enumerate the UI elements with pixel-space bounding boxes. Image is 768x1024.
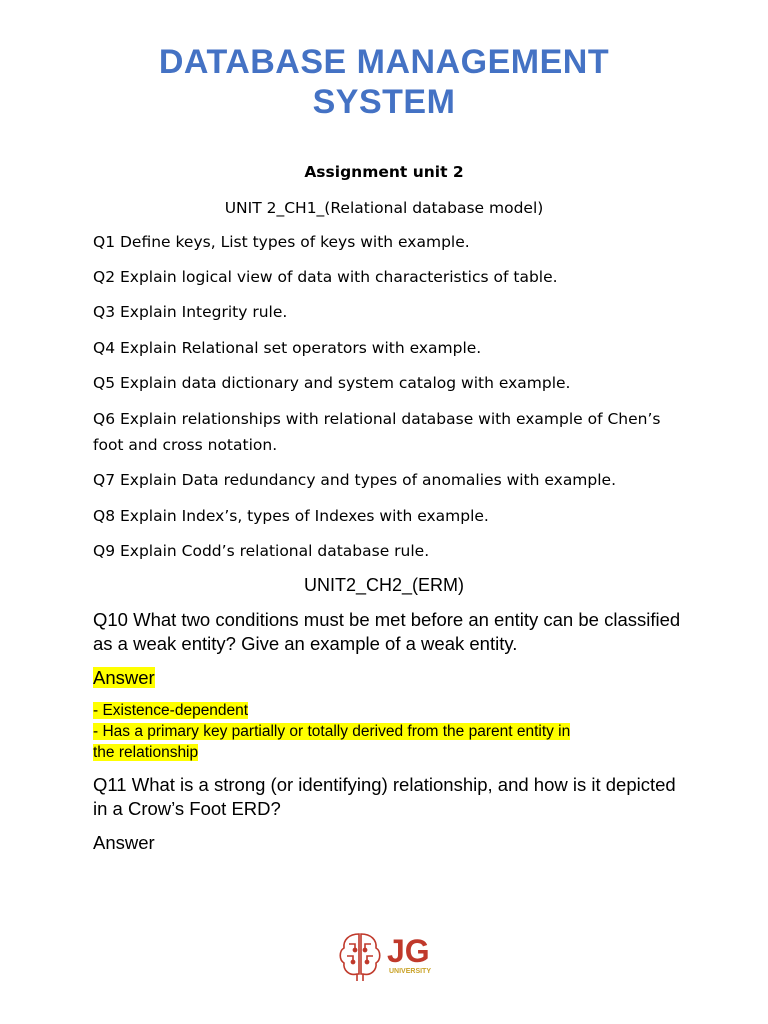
q11-answer-label: Answer [93,832,155,853]
question-q6: Q6 Explain relationships with relational database with example of Chen’s foot and cross notation. [93,410,661,454]
question-q11: Q11 What is a strong (or identifying) relationship, and how is it depicted in a Crow’s Foot ERD? [93,774,676,819]
question-q9: Q9 Explain Codd’s relational database rule. [93,542,430,560]
question-q8: Q8 Explain Index’s, types of Indexes with example. [93,507,489,525]
question-q7: Q7 Explain Data redundancy and types of anomalies with example. [93,471,617,489]
title-line-1: DATABASE MANAGEMENT [158,43,610,81]
q10-answer-label-text: Answer [93,667,155,688]
q10-answer-body [93,700,663,763]
q10-answer-line-text: - Has a primary key partially or totally derived from the parent entity in [93,723,571,740]
unit1-heading: UNIT 2_CH1_(Relational database model) [224,199,544,217]
question-q3: Q3 Explain Integrity rule. [93,303,288,321]
q10-answer-line-text: the relationship [93,744,199,761]
brain-icon [340,934,380,981]
university-logo [335,928,435,984]
logo-subtext: UNIVERSITY [389,968,432,975]
question-q1: Q1 Define keys, List types of keys with example. [93,233,470,251]
question-q10: Q10 What two conditions must be met before an entity can be classified as a weak entity? Give an example of a weak entity. [93,609,681,654]
q10-answer-line [93,721,663,742]
question-q2: Q2 Explain logical view of data with characteristics of table. [93,268,558,286]
question-q4: Q4 Explain Relational set operators with example. [93,339,482,357]
document-title [0,42,768,122]
logo-text: JG [387,933,430,969]
question-q5: Q5 Explain data dictionary and system catalog with example. [93,374,571,392]
title-line-2: SYSTEM [312,83,456,121]
q10-answer-line [93,700,663,721]
unit2-heading: UNIT2_CH2_(ERM) [303,575,465,595]
q10-answer-line [93,742,663,763]
q10-answer-label [93,666,155,690]
assignment-subtitle: Assignment unit 2 [304,163,464,181]
q10-answer-line-text: - Existence-dependent [93,702,249,719]
